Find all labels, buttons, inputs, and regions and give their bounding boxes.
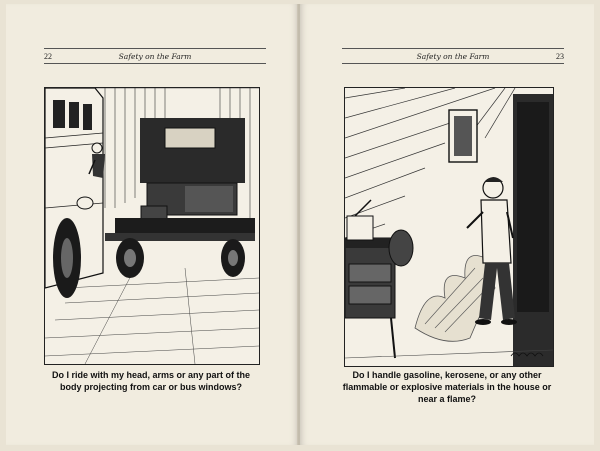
caption-left: Do I ride with my head, arms or any part of the body projecting from car or bus windows? xyxy=(51,370,251,392)
right-page-header xyxy=(342,48,564,64)
bus-and-truck-drawing xyxy=(45,88,259,364)
bus-and-truck-illustration xyxy=(44,87,260,365)
caption-right: Do I handle gasoline, kerosene, or any other flammable or explosive materials in the house or near a flame? xyxy=(342,370,552,404)
right-page xyxy=(300,4,594,445)
page-number-right: 23 xyxy=(556,51,564,61)
left-page xyxy=(6,4,298,445)
running-title-right: Safety on the Farm xyxy=(416,51,490,61)
boy-with-fire-illustration xyxy=(344,87,554,367)
running-title-left: Safety on the Farm xyxy=(118,51,192,61)
left-page-header xyxy=(44,48,266,64)
page-number-left: 22 xyxy=(44,51,52,61)
boy-with-fire-drawing xyxy=(345,88,553,366)
